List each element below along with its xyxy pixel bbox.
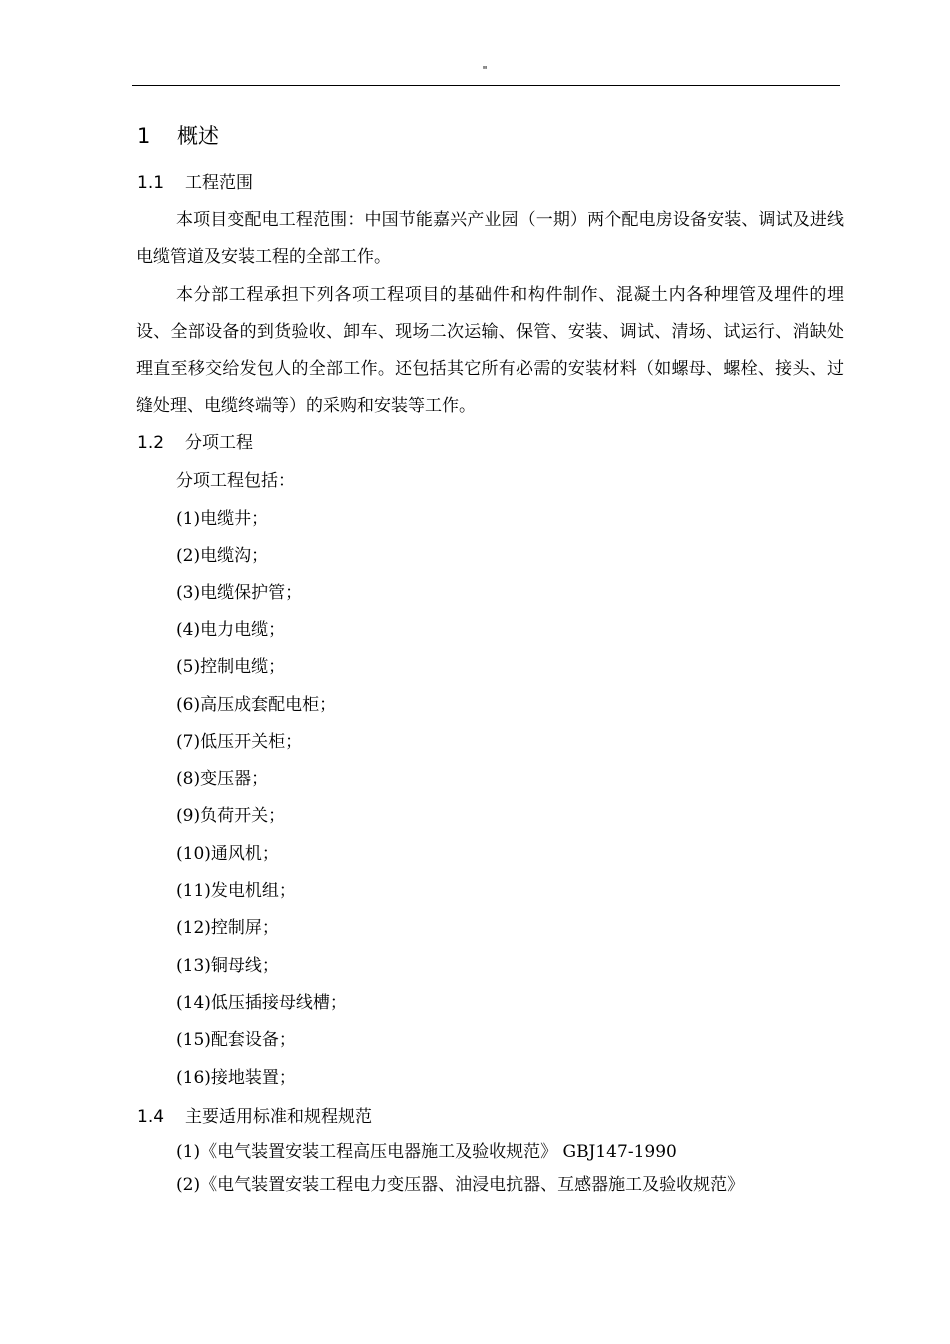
section-1-2-number: 1.2: [137, 433, 165, 453]
list-item: (3)电缆保护管；: [176, 583, 303, 603]
subitems-intro: 分项工程包括：: [176, 471, 295, 491]
list-item: (4)电力电缆；: [176, 620, 286, 640]
section-1-4-number: 1.4: [137, 1107, 165, 1127]
scope-paragraph-2: 本分部工程承担下列各项工程项目的基础件和构件制作、混凝土内各种埋管及埋件的埋设、全部设备的到货验收、卸车、现场二次运输、保管、安装、调试、清场、试运行、消缺处理直至移交给发包人的全部工作。还包括其它所有必需的安装材料（如螺母、螺栓、接头、过缝处理、电缆终端等）的采购和安装等工作。: [136, 285, 844, 416]
section-1-2-heading: [137, 430, 253, 456]
section-1-heading: [137, 121, 219, 151]
list-item: (7)低压开关柜；: [176, 732, 303, 752]
section-1-number: 1: [137, 124, 151, 148]
list-item: (14)低压插接母线槽；: [176, 993, 347, 1013]
scope-paragraph-1: 本项目变配电工程范围：中国节能嘉兴产业园（一期）两个配电房设备安装、调试及进线电缆管道及安装工程的全部工作。: [136, 210, 844, 267]
section-1-4-title: 主要适用标准和规程规范: [185, 1107, 372, 1127]
header-rule: [132, 85, 840, 86]
list-item: (11)发电机组；: [176, 881, 296, 901]
list-item: (15)配套设备；: [176, 1030, 296, 1050]
list-item: (2)电缆沟；: [176, 546, 269, 566]
section-1-4-heading: [137, 1104, 372, 1130]
standard-item: (1)《电气装置安装工程高压电器施工及验收规范》 GBJ147-1990: [176, 1142, 677, 1162]
list-item: (6)高压成套配电柜；: [176, 695, 337, 715]
list-item: (12)控制屏；: [176, 918, 279, 938]
list-item: (16)接地装置；: [176, 1068, 296, 1088]
list-item: (8)变压器；: [176, 769, 269, 789]
section-1-title: 概述: [177, 124, 219, 148]
section-1-1-heading: [137, 170, 253, 196]
list-item: (10)通风机；: [176, 844, 279, 864]
header-mark: ": [482, 64, 488, 77]
standard-item: (2)《电气装置安装工程电力变压器、油浸电抗器、互感器施工及验收规范》: [176, 1175, 745, 1195]
list-item: (9)负荷开关；: [176, 806, 286, 826]
section-1-1-title: 工程范围: [185, 173, 253, 193]
list-item: (13)铜母线；: [176, 956, 279, 976]
list-item: (1)电缆井；: [176, 509, 269, 529]
section-1-1-number: 1.1: [137, 173, 165, 193]
list-item: (5)控制电缆；: [176, 657, 286, 677]
section-1-2-title: 分项工程: [185, 433, 253, 453]
